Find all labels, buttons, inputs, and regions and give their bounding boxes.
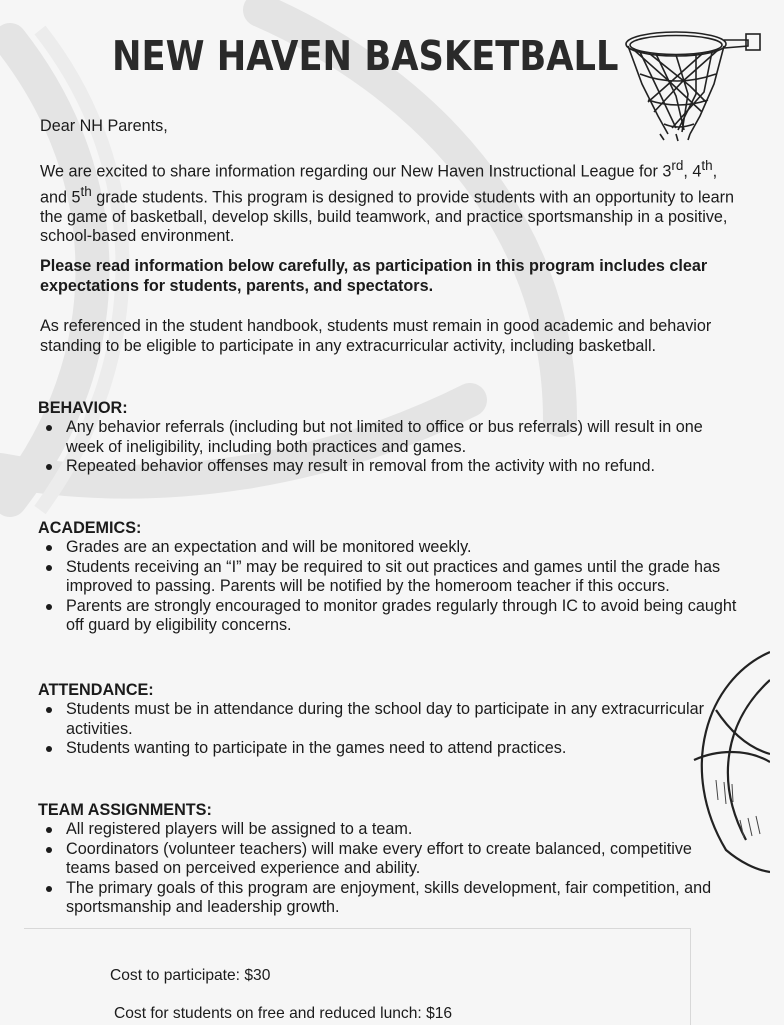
list-item: All registered players will be assigned to a team. bbox=[66, 820, 738, 840]
letter-greeting: Dear NH Parents, bbox=[40, 117, 168, 135]
list-item: Coordinators (volunteer teachers) will make every effort to create balanced, competitive teams based on perceived experience and ability. bbox=[66, 840, 738, 879]
section-heading: ACADEMICS: bbox=[38, 519, 142, 537]
letter-notice: Please read information below carefully, as participation in this program includes clear expectations for students, parents, and spectators. bbox=[40, 257, 708, 295]
bullet-list bbox=[38, 700, 738, 759]
list-item: Grades are an expectation and will be monitored weekly. bbox=[66, 538, 738, 558]
bullet-list bbox=[38, 820, 738, 918]
section-heading: ATTENDANCE: bbox=[38, 681, 154, 699]
letter-intro: We are excited to share information regarding our New Haven Instructional League for 3rd, 4th, and 5th grade students. This program is designed to provide students with an opportunity to learn the game of basketball, develop skills, build teamwork, and practice sportsmanship in a positive, school-based environment. bbox=[40, 158, 734, 246]
attendance-section bbox=[38, 680, 738, 759]
cost-reduced-lunch: Cost for students on free and reduced lunch: $16 bbox=[114, 1005, 453, 1022]
list-item: Parents are strongly encouraged to monitor grades regularly through IC to avoid being caught off guard by eligibility concerns. bbox=[66, 596, 737, 634]
basketball-icon bbox=[686, 650, 770, 874]
section-heading: TEAM ASSIGNMENTS: bbox=[38, 801, 212, 819]
bullet-list bbox=[38, 538, 738, 636]
academics-section bbox=[38, 518, 738, 636]
behavior-section bbox=[38, 398, 738, 477]
list-item: Students receiving an “I” may be required to sit out practices and games until the grade has improved to passing. Parents will be notified by the homeroom teacher if this occurs. bbox=[66, 558, 738, 597]
cost-to-participate: Cost to participate: $30 bbox=[110, 967, 271, 984]
list-item: Students must be in attendance during the school day to participate in any extracurricular activities. bbox=[66, 700, 738, 739]
letter-handbook: As referenced in the student handbook, students must remain in good academic and behavior standing to be eligible to participate in any extracurricular activity, including basketball. bbox=[40, 317, 712, 355]
section-heading: BEHAVIOR: bbox=[38, 399, 128, 417]
team-assignments-section bbox=[38, 800, 738, 918]
list-item: Any behavior referrals (including but not limited to office or bus referrals) will result in one week of ineligibility, including both practices and games. bbox=[66, 418, 738, 457]
page-title: NEW HAVEN BASKETBALL bbox=[112, 32, 619, 80]
list-item: Students wanting to participate in the games need to attend practices. bbox=[66, 739, 738, 759]
bullet-list bbox=[38, 418, 738, 477]
list-item: The primary goals of this program are enjoyment, skills development, fair competition, and sportsmanship and leadership growth. bbox=[66, 879, 738, 918]
list-item: Repeated behavior offenses may result in removal from the activity with no refund. bbox=[66, 457, 738, 477]
